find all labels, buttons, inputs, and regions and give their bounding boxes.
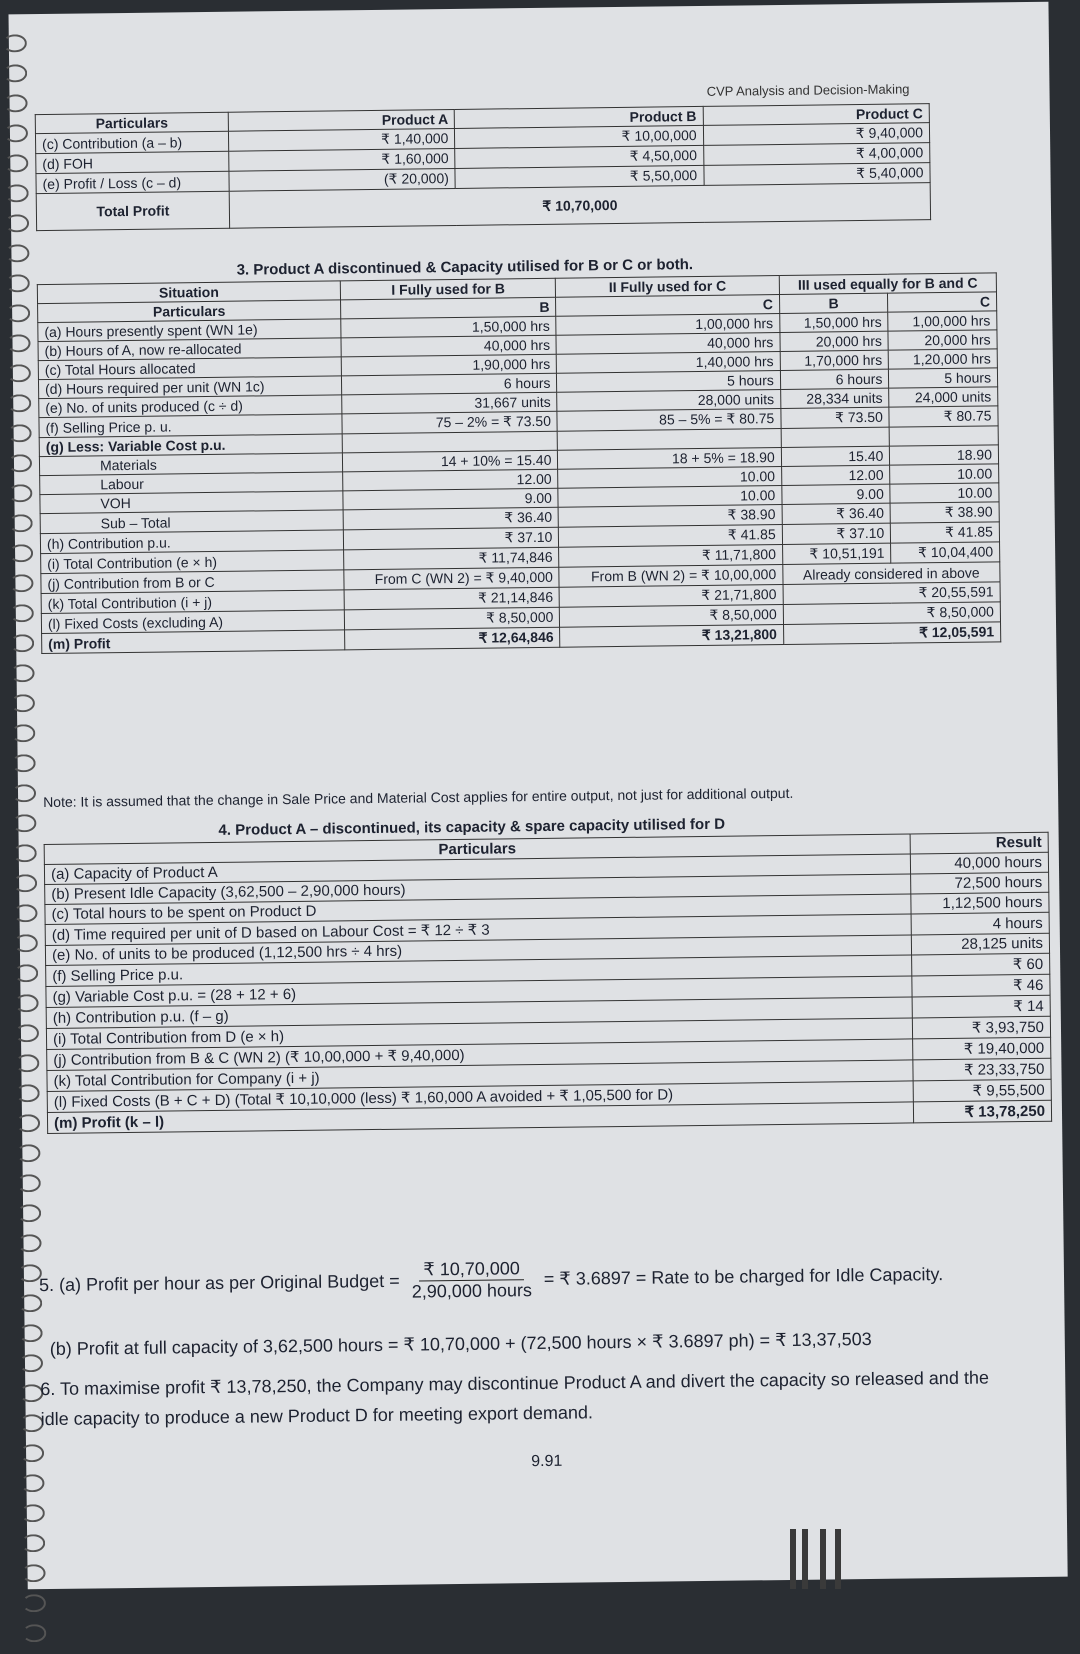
table-row: (c) Total hours to be spent on Product D 1,12,500 hours xyxy=(45,892,1049,924)
table-row: (f) Selling Price p. u. 75 – 2% = ₹ 73.50 85 – 5% = ₹ 80.75 ₹ 73.50 ₹ 80.75 xyxy=(39,406,998,438)
table-header-row: Particulars Result xyxy=(44,832,1048,864)
table-row: (b) Hours of A, now re-allocated 40,000 hrs 40,000 hrs 20,000 hrs 20,000 hrs xyxy=(38,330,997,361)
table-row: (d) Hours required per unit (WN 1c) 6 hours 5 hours 6 hours 5 hours xyxy=(38,368,997,399)
table-row: (g) Less: Variable Cost p.u. xyxy=(39,426,998,457)
table-row: (e) No. of units produced (c ÷ d) 31,667 units 28,000 units 28,334 units 24,000 units xyxy=(39,387,998,418)
table-row: (j) Contribution from B & C (WN 2) (₹ 10,00,000 + ₹ 9,40,000) ₹ 19,40,000 xyxy=(47,1037,1051,1070)
table-row: (d) Time required per unit of D based on Labour Cost = ₹ 12 ÷ ₹ 3 4 hours xyxy=(45,912,1049,945)
table-row: (l) Fixed Costs (B + C + D) (Total ₹ 10,10,000 (less) ₹ 1,60,000 A avoided + ₹ 1,05,500 for D) ₹ 9,55,500 xyxy=(47,1079,1051,1112)
table-row: (h) Contribution p.u. (f – g) ₹ 14 xyxy=(46,995,1050,1028)
textbook-page xyxy=(9,2,1068,1590)
fraction: ₹ 10,70,000 2,90,000 hours xyxy=(407,1258,536,1303)
table-header-row: Particulars Product A Product B Product C xyxy=(35,104,929,134)
table-row: (a) Capacity of Product A 40,000 hours xyxy=(44,852,1048,884)
table-row: (l) Fixed Costs (excluding A) ₹ 8,50,000 ₹ 8,50,000 ₹ 8,50,000 xyxy=(41,602,1000,634)
table-row: (e) No. of units to be produced (1,12,500 hrs ÷ 4 hrs) 28,125 units xyxy=(45,933,1049,965)
table-row: (c) Total Hours allocated 1,90,000 hrs 1,40,000 hrs 1,70,000 hrs 1,20,000 hrs xyxy=(38,349,997,380)
table-row: (b) Present Idle Capacity (3,62,500 – 2,90,000 hours) 72,500 hours xyxy=(45,872,1049,904)
section-4-title: 4. Product A – discontinued, its capacity & spare capacity utilised for D xyxy=(218,816,725,839)
note-text: Note: It is assumed that the change in Sale Price and Material Cost applies for entire output, not just for additional output. xyxy=(43,782,1033,810)
table-row: (g) Variable Cost p.u. = (28 + 12 + 6) ₹ 46 xyxy=(46,974,1050,1007)
full-capacity-profit: (b) Profit at full capacity of 3,62,500 hours = ₹ 10,70,000 + (72,500 hours × ₹ 3.6897 ph) = ₹ 13,37,503 xyxy=(50,1329,872,1360)
total-row: Total Profit ₹ 10,70,000 xyxy=(36,183,930,231)
table-row: VOH 9.00 10.00 9.00 10.00 xyxy=(40,483,999,514)
running-header: CVP Analysis and Decision-Making xyxy=(707,81,910,98)
table-row: (i) Total Contribution (e × h) ₹ 11,74,846 ₹ 11,71,800 ₹ 10,51,191 ₹ 10,04,400 xyxy=(41,542,1000,574)
table-row: (a) Hours presently spent (WN 1e) 1,50,000 hrs 1,00,000 hrs 1,50,000 hrs 1,00,000 hrs xyxy=(38,311,997,342)
table-header-row: Particulars B C B C xyxy=(38,292,997,323)
product-d-table xyxy=(44,832,1052,1134)
table-row: (k) Total Contribution for Company (i + j) ₹ 23,33,750 xyxy=(47,1058,1051,1091)
table-row: (m) Profit (k – l) ₹ 13,78,250 xyxy=(47,1100,1051,1133)
table-row: (m) Profit ₹ 12,64,846 ₹ 13,21,800 ₹ 12,05,591 xyxy=(42,622,1001,654)
table-row: Materials 14 + 10% = 15.40 18 + 5% = 18.90 15.40 18.90 xyxy=(39,445,998,476)
table-header-row: Situation I Fully used for B II Fully used for C III used equally for B and C xyxy=(37,273,996,304)
table-row: (e) Profit / Loss (c – d) (₹ 20,000) ₹ 5,50,000 ₹ 5,40,000 xyxy=(36,163,930,194)
profit-per-hour: 5. (a) Profit per hour as per Original Budget = ₹ 10,70,000 2,90,000 hours = ₹ 3.6897 = Rate to be charged for Idle Capacity. xyxy=(39,1253,944,1307)
binding-bar xyxy=(820,1529,826,1589)
table-row: Sub – Total ₹ 36.40 ₹ 38.90 ₹ 36.40 ₹ 38.90 xyxy=(40,502,999,534)
table-row: (i) Total Contribution from D (e × h) ₹ 3,93,750 xyxy=(46,1016,1050,1049)
table-row: (c) Contribution (a – b) ₹ 1,40,000 ₹ 10,00,000 ₹ 9,40,000 xyxy=(35,123,929,154)
table-row: (h) Contribution p.u. ₹ 37.10 ₹ 41.85 ₹ 37.10 ₹ 41.85 xyxy=(40,522,999,554)
conclusion-line-2: idle capacity to produce a new Product D for meeting export demand. xyxy=(41,1402,594,1430)
table-row: (f) Selling Price p.u. ₹ 60 xyxy=(46,953,1050,986)
binding-bar xyxy=(802,1529,808,1589)
page-number: 9.91 xyxy=(531,1453,562,1471)
table-row: (j) Contribution from B or C From C (WN 2) = ₹ 9,40,000 From B (WN 2) = ₹ 10,00,000 Already considered in above xyxy=(41,562,1000,594)
table-row: (k) Total Contribution (i + j) ₹ 21,14,846 ₹ 21,71,800 ₹ 20,55,591 xyxy=(41,582,1000,614)
binding-bar xyxy=(835,1529,841,1589)
conclusion-line-1: 6. To maximise profit ₹ 13,78,250, the Company may discontinue Product A and divert the capacity so released and the xyxy=(40,1367,1055,1400)
binding-bar xyxy=(790,1529,796,1589)
profit-table xyxy=(35,103,931,231)
section-3-title: 3. Product A discontinued & Capacity utilised for B or C or both. xyxy=(237,256,694,279)
table-row: Labour 12.00 10.00 12.00 10.00 xyxy=(40,464,999,495)
scenario-table xyxy=(37,272,1001,654)
table-row: (d) FOH ₹ 1,60,000 ₹ 4,50,000 ₹ 4,00,000 xyxy=(36,143,930,174)
